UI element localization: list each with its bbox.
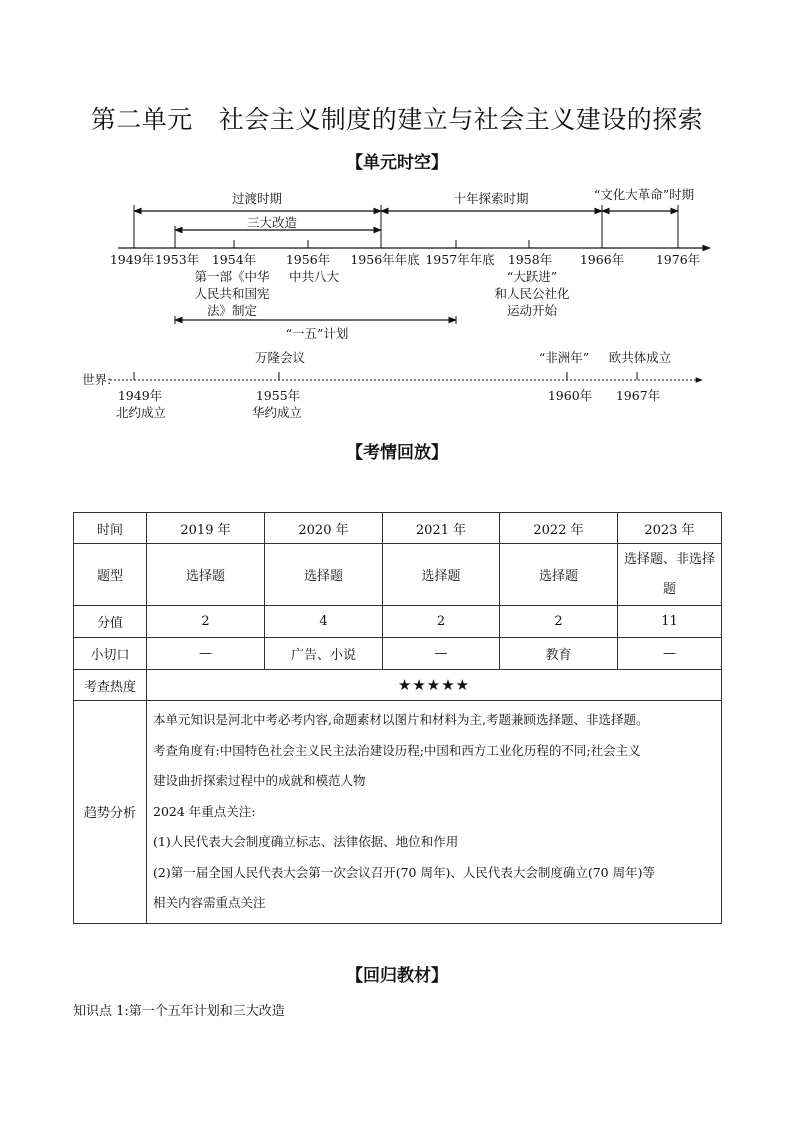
unit-timeline-diagram [0,0,794,430]
year-1976: 1976年 [655,252,701,267]
table-cell: 2021 年 [383,513,500,544]
event-great-leap-line1: “大跃进” [506,269,558,284]
table-cell: 2 [500,606,618,638]
table-header-row [74,513,722,544]
event-constitution-line1: 第一部《中华 [194,269,270,284]
world-year-1955: 1955年 [255,388,301,403]
table-cell: 趋势分析 [74,701,147,924]
event-constitution-line3: 法》制定 [206,303,258,318]
table-cell: 教育 [500,638,618,670]
table-row [74,638,722,670]
table-cell: 4 [265,606,383,638]
table-cell: 题型 [74,544,147,606]
label-transition-period: 过渡时期 [231,191,283,206]
table-cell: 选择题 [500,544,618,606]
table-cell: 2020 年 [265,513,383,544]
table-cell: 选择题、非选择题 [618,544,722,606]
trend-line: 考查角度有:中国特色社会主义民主法治建设历程;中国和西方工业化历程的不同;社会主义 [153,742,641,758]
world-year-1967: 1967年 [615,388,661,403]
year-1954: 1954年 [211,252,257,267]
table-cell: 分值 [74,606,147,638]
title-topic: 社会主义制度的建立与社会主义建设的探索 [218,105,704,134]
table-cell: 选择题 [383,544,500,606]
table-row [74,606,722,638]
world-year-1960: 1960年 [547,388,593,403]
heat-rating: ★★★★★ [147,670,722,701]
table-cell: 2023 年 [618,513,722,544]
event-eighth-congress: 中共八大 [288,269,340,284]
year-1966: 1966年 [579,252,625,267]
year-1956-end: 1956年年底 [350,252,420,267]
trend-line: 相关内容需重点关注 [153,895,266,910]
world-event-bandung: 万隆会议 [254,350,306,365]
table-cell: 选择题 [265,544,383,606]
table-cell: — [618,638,722,670]
section-unit-timeline: 【单元时空】 [346,153,448,173]
year-1958: 1958年 [507,252,553,267]
trend-line: 2024 年重点关注: [153,803,256,819]
world-event-ec: 欧共体成立 [608,350,672,365]
year-1949: 1949年 [109,252,155,267]
table-row [74,701,722,924]
table-cell: 11 [618,606,722,638]
table-cell: 2 [147,606,265,638]
table-row [74,544,722,606]
trend-analysis [147,701,722,924]
table-row [74,670,722,701]
table-cell: 2 [383,606,500,638]
event-constitution-line2: 人民共和国宪 [194,286,270,301]
year-1953: 1953年 [154,252,200,267]
table-cell: 广告、小说 [265,638,383,670]
world-event-africa-year: “非洲年” [538,350,590,365]
label-first-five-year-plan: “一五”计划 [285,326,349,341]
year-1957-end: 1957年年底 [425,252,495,267]
trend-line: (1)人民代表大会制度确立标志、法律依据、地位和作用 [153,834,459,849]
table-cell: 小切口 [74,638,147,670]
trend-line: (2)第一届全国人民代表大会第一次会议召开(70 周年)、人民代表大会制度确立(70 周年)等 [153,864,655,880]
table-cell: 时间 [74,513,147,544]
trend-line: 本单元知识是河北中考必考内容,命题素材以图片和材料为主,考题兼顾选择题、非选择题。 [153,712,649,727]
world-year-1949: 1949年 [117,388,163,403]
label-cultural-revolution: “文化大革命”时期 [593,187,695,202]
trend-line: 建设曲折探索过程中的成就和模范人物 [153,773,366,788]
event-great-leap-line3: 运动开始 [506,303,558,318]
table-cell: — [383,638,500,670]
section-exam-review: 【考情回放】 [346,443,448,463]
year-1956: 1956年 [285,252,331,267]
table-cell: 2022 年 [500,513,618,544]
world-label: 世界: [82,372,112,387]
knowledge-point-1: 知识点 1:第一个五年计划和三大改造 [73,1004,285,1019]
world-event-nato: 北约成立 [115,405,167,420]
label-three-transformations: 三大改造 [246,215,298,230]
world-event-warsaw: 华约成立 [251,405,303,420]
table-cell: 选择题 [147,544,265,606]
event-great-leap-line2: 和人民公社化 [494,286,570,301]
title-unit: 第二单元 [90,105,193,134]
table-cell: — [147,638,265,670]
exam-review-table [73,512,722,924]
table-cell: 2019 年 [147,513,265,544]
section-textbook: 【回归教材】 [346,966,448,986]
table-cell: 考查热度 [74,670,147,701]
label-ten-year-exploration: 十年探索时期 [453,191,529,206]
